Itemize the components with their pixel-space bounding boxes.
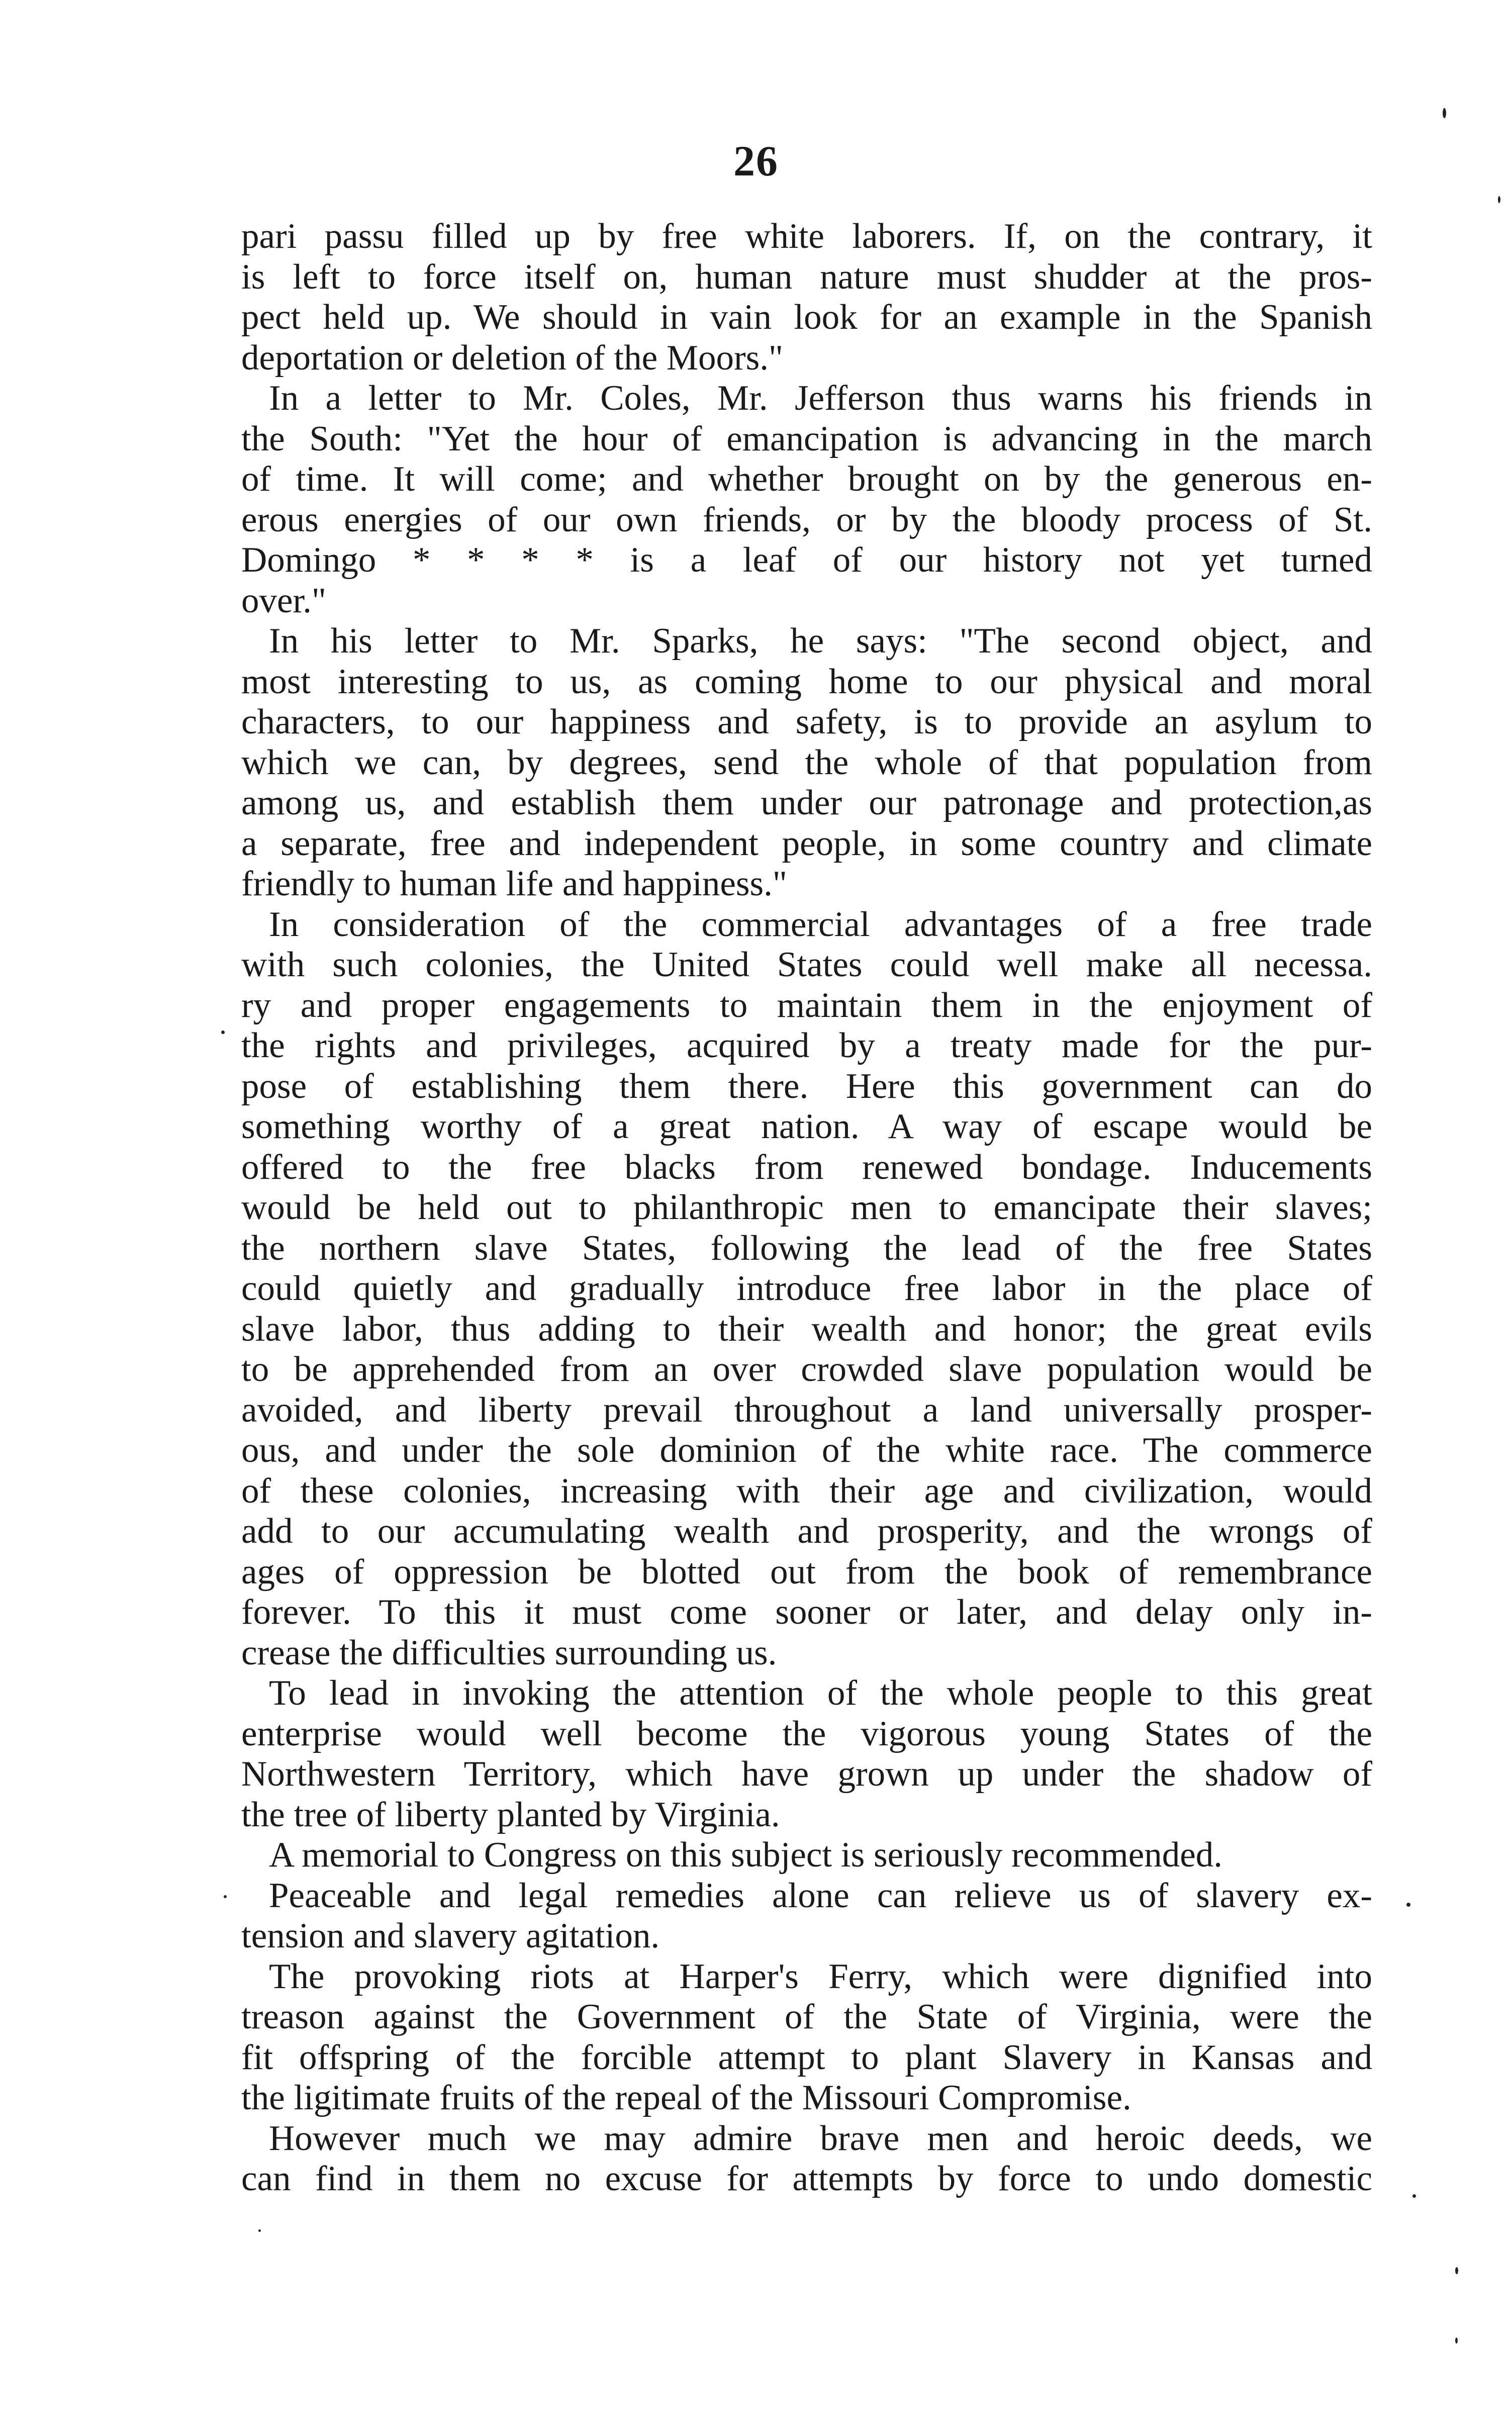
scan-speck bbox=[1443, 108, 1446, 118]
text-line: forever. To this it must come sooner or later, and delay only in- bbox=[241, 1593, 1372, 1632]
text-line: pari passu filled up by free white laborers. If, on the contrary, it bbox=[241, 217, 1372, 256]
text-line: The provoking riots at Harper's Ferry, which were dignified into bbox=[269, 1956, 1372, 1996]
text-line: pect held up. We should in vain look for an example in the Spanish bbox=[241, 298, 1372, 337]
text-line: friendly to human life and happiness." bbox=[241, 864, 787, 903]
scan-speck bbox=[1455, 2267, 1458, 2274]
scan-speck bbox=[1412, 2194, 1416, 2198]
text-line: Domingo * * * * is a leaf of our history not yet turned bbox=[241, 540, 1372, 580]
text-line: crease the difficulties surrounding us. bbox=[241, 1633, 777, 1672]
text-line: with such colonies, the United States could well make all necessa. bbox=[241, 945, 1372, 984]
text-line: can find in them no excuse for attempts by force to undo domestic bbox=[241, 2159, 1372, 2198]
text-line: to be apprehended from an over crowded slave population would be bbox=[241, 1350, 1372, 1389]
text-line: over." bbox=[241, 581, 326, 620]
text-line: a separate, free and independent people, in some country and climate bbox=[241, 823, 1372, 863]
scan-speck bbox=[1455, 2338, 1458, 2344]
scan-speck bbox=[1498, 196, 1500, 203]
text-line: avoided, and liberty prevail throughout a land universally prosper- bbox=[241, 1390, 1372, 1430]
text-line: the South: "Yet the hour of emancipation is advancing in the march bbox=[241, 419, 1372, 458]
text-line: fit offspring of the forcible attempt to plant Slavery in Kansas and bbox=[241, 2037, 1372, 2077]
text-line: the rights and privileges, acquired by a treaty made for the pur- bbox=[241, 1026, 1372, 1065]
text-line: ous, and under the sole dominion of the white race. The commerce bbox=[241, 1431, 1372, 1470]
text-line: In his letter to Mr. Sparks, he says: "The second object, and bbox=[269, 621, 1372, 661]
text-line: add to our accumulating wealth and prosperity, and the wrongs of bbox=[241, 1512, 1372, 1551]
text-line: the northern slave States, following the lead of the free States bbox=[241, 1228, 1372, 1268]
text-line: ry and proper engagements to maintain them in the enjoyment of bbox=[241, 985, 1372, 1025]
body-text bbox=[241, 216, 1372, 2199]
text-line: treason against the Government of the State of Virginia, were the bbox=[241, 1997, 1372, 2036]
text-line: would be held out to philanthropic men to emancipate their slaves; bbox=[241, 1188, 1372, 1227]
text-line: of time. It will come; and whether brought on by the generous en- bbox=[241, 459, 1372, 499]
text-line: In consideration of the commercial advantages of a free trade bbox=[269, 904, 1372, 944]
text-line: of these colonies, increasing with their age and civilization, would bbox=[241, 1471, 1372, 1511]
text-line: ages of oppression be blotted out from the book of remembrance bbox=[241, 1552, 1372, 1592]
text-line: tension and slavery agitation. bbox=[241, 1916, 660, 1955]
text-line: among us, and establish them under our patronage and protection,as bbox=[241, 783, 1372, 822]
text-line: enterprise would well become the vigorous young States of the bbox=[241, 1714, 1372, 1753]
text-line: the ligitimate fruits of the repeal of the Missouri Compromise. bbox=[241, 2078, 1131, 2117]
text-line: Peaceable and legal remedies alone can relieve us of slavery ex- bbox=[269, 1876, 1372, 1915]
text-line: is left to force itself on, human nature must shudder at the pros- bbox=[241, 257, 1372, 297]
text-line: offered to the free blacks from renewed bondage. Inducements bbox=[241, 1147, 1372, 1187]
text-line: slave labor, thus adding to their wealth and honor; the great evils bbox=[241, 1309, 1372, 1349]
text-line: most interesting to us, as coming home to our physical and moral bbox=[241, 662, 1372, 701]
text-line: something worthy of a great nation. A way of escape would be bbox=[241, 1107, 1372, 1146]
scan-speck bbox=[1406, 1903, 1410, 1907]
text-line: the tree of liberty planted by Virginia. bbox=[241, 1795, 780, 1834]
text-line: which we can, by degrees, send the whole of that population from bbox=[241, 742, 1372, 782]
text-line: A memorial to Congress on this subject is seriously recommended. bbox=[269, 1835, 1222, 1875]
page-number: 26 bbox=[733, 137, 779, 185]
text-line: erous energies of our own friends, or by the bloody process of St. bbox=[241, 500, 1372, 539]
text-line: characters, to our happiness and safety, is to provide an asylum to bbox=[241, 702, 1372, 741]
text-line: deportation or deletion of the Moors." bbox=[241, 338, 783, 378]
text-line: However much we may admire brave men and heroic deeds, we bbox=[269, 2118, 1372, 2158]
scan-speck bbox=[221, 1031, 225, 1034]
scan-speck bbox=[258, 2229, 261, 2232]
text-line: Northwestern Territory, which have grown up under the shadow of bbox=[241, 1754, 1372, 1794]
text-line: To lead in invoking the attention of the whole people to this great bbox=[269, 1673, 1372, 1713]
text-line: pose of establishing them there. Here this government can do bbox=[241, 1066, 1372, 1106]
scan-speck bbox=[224, 1895, 227, 1898]
text-line: In a letter to Mr. Coles, Mr. Jefferson thus warns his friends in bbox=[269, 379, 1372, 418]
text-line: could quietly and gradually introduce free labor in the place of bbox=[241, 1269, 1372, 1308]
